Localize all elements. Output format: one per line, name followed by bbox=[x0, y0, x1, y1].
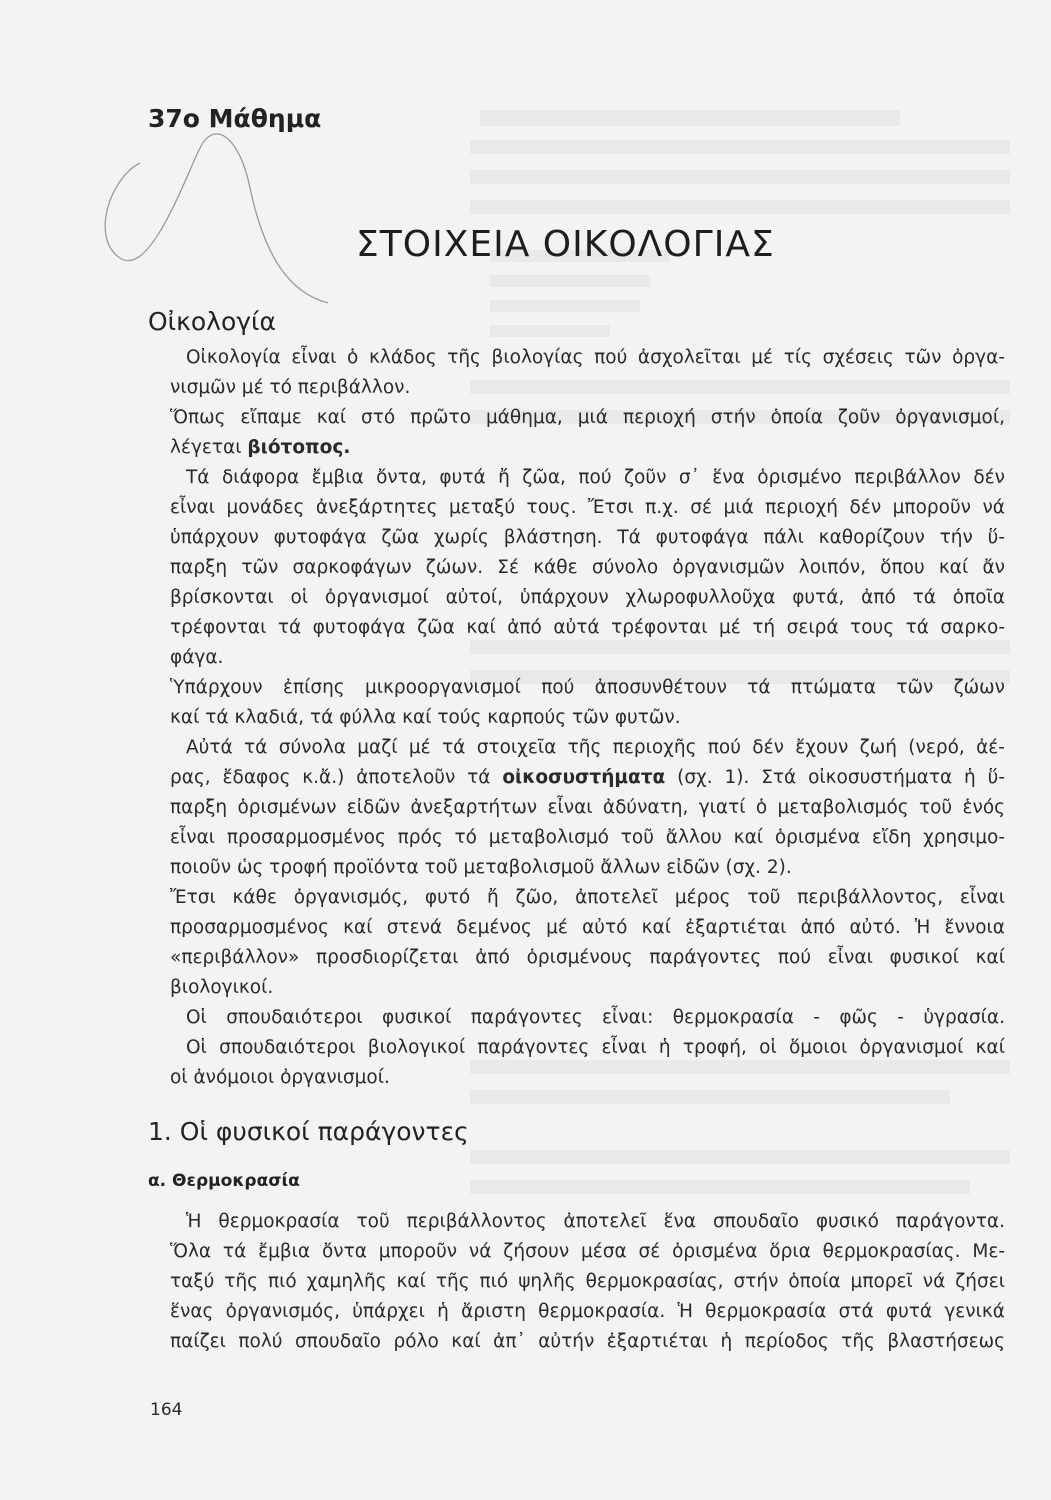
paragraph-line: παρξη τῶν σαρκοφάγων ζώων. Σέ κάθε σύνολο ὀργανισμῶν λοιπόν, ὅπου καί ἄν bbox=[170, 557, 1005, 578]
paragraph-line: Οἱ σπουδαιότεροι φυσικοί παράγοντες εἶναι: θερμοκρασία - φῶς - ὑγρασία. bbox=[186, 1007, 1005, 1028]
paragraph-line: προσαρμοσμένος καί στενά δεμένος μέ αὐτό καί ἐξαρτιέται ἀπό αὐτό. Ἡ ἔννοια bbox=[170, 917, 1005, 938]
lesson-number: 37ο Μάθημα bbox=[148, 104, 322, 133]
paragraph-line: Αὐτά τά σύνολα μαζί μέ τά στοιχεῖα τῆς περιοχῆς πού δέν ἔχουν ζωή (νερό, ἀέ- bbox=[186, 737, 1005, 758]
paragraph-line: Τά διάφορα ἔμβια ὄντα, φυτά ἤ ζῶα, πού ζοῦν σ᾿ ἕνα ὁρισμένο περιβάλλον δέν bbox=[186, 467, 1005, 488]
term-biotope: βιότοπος. bbox=[247, 437, 351, 458]
paragraph-line: ἕνας ὀργανισμός, ὑπάρχει ἡ ἄριστη θερμοκρασία. Ἡ θερμοκρασία στά φυτά γενικά bbox=[170, 1301, 1005, 1322]
paragraph-line: Ὅπως εἴπαμε καί στό πρῶτο μάθημα, μιά περιοχή στήν ὁποία ζοῦν ὀργανισμοί, bbox=[170, 407, 1005, 428]
paragraph-line: εἶναι μονάδες ἀνεξάρτητες μεταξύ τους. Ἔτσι π.χ. σέ μιά περιοχή δέν μποροῦν νά bbox=[170, 497, 1005, 518]
text-run: (σχ. 1). Στά οἰκοσυστήματα ἡ ὕ- bbox=[665, 767, 1005, 788]
paragraph-line: παρξη ὁρισμένων εἰδῶν ἀνεξαρτήτων εἶναι ἀδύνατη, γιατί ὁ μεταβολισμός τοῦ ἑνός bbox=[170, 797, 1005, 818]
paragraph-line bbox=[170, 763, 1005, 793]
paragraph-line: ὑπάρχουν φυτοφάγα ζῶα χωρίς βλάστηση. Τά φυτοφάγα πάλι καθορίζουν τήν ὕ- bbox=[170, 527, 1005, 548]
paragraph-line: Οἱ σπουδαιότεροι βιολογικοί παράγοντες εἶναι ἡ τροφή, οἱ ὅμοιοι ὀργανισμοί καί bbox=[186, 1037, 1005, 1058]
paragraph-line: Ἡ θερμοκρασία τοῦ περιβάλλοντος ἀποτελεῖ ἕνα σπουδαῖο φυσικό παράγοντα. bbox=[186, 1211, 1005, 1232]
paragraph-line: νισμῶν μέ τό περιβάλλον. bbox=[170, 377, 411, 398]
text-run: ρας, ἔδαφος κ.ἄ.) ἀποτελοῦν τά bbox=[170, 767, 503, 788]
paragraph-line: βιολογικοί. bbox=[170, 977, 274, 998]
paragraph-line: Ὅλα τά ἔμβια ὄντα μποροῦν νά ζήσουν μέσα σέ ὁρισμένα ὅρια θερμοκρασίας. Με- bbox=[170, 1241, 1005, 1262]
paragraph-line: παίζει πολύ σπουδαῖο ρόλο καί ἀπ᾿ αὐτήν ἐξαρτιέται ἡ περίοδος τῆς βλαστήσεως bbox=[170, 1331, 1005, 1352]
paragraph-line: εἶναι προσαρμοσμένος πρός τό μεταβολισμό τοῦ ἄλλου καί ὁρισμένα εἴδη χρησιμο- bbox=[170, 827, 1005, 848]
section-heading-physical-factors: 1. Οἱ φυσικοί παράγοντες bbox=[148, 1117, 469, 1146]
subsection-heading-temperature: α. Θερμοκρασία bbox=[148, 1171, 300, 1191]
paragraph-line: ποιοῦν ὡς τροφή προϊόντα τοῦ μεταβολισμοῦ ἄλλων εἰδῶν (σχ. 2). bbox=[170, 857, 792, 878]
paragraph-line: βρίσκονται οἱ ὀργανισμοί αὐτοί, ὑπάρχουν χλωροφυλλοῦχα φυτά, ἀπό τά ὁποῖα bbox=[170, 587, 1005, 608]
paragraph-line bbox=[170, 433, 1005, 463]
page-number: 164 bbox=[150, 1400, 183, 1420]
paragraph-line: «περιβάλλον» προσδιορίζεται ἀπό ὁρισμένους παράγοντες πού εἶναι φυσικοί καί bbox=[170, 947, 1005, 968]
paragraph-line: φάγα. bbox=[170, 647, 224, 668]
paragraph-line: Ἔτσι κάθε ὀργανισμός, φυτό ἤ ζῶο, ἀποτελεῖ μέρος τοῦ περιβάλλοντος, εἶναι bbox=[170, 887, 1005, 908]
paragraph-line: οἱ ἀνόμοιοι ὀργανισμοί. bbox=[170, 1067, 390, 1088]
section-heading-ecology: Οἰκολογία bbox=[148, 307, 276, 336]
text-run: λέγεται bbox=[170, 437, 248, 458]
paragraph-line: Οἰκολογία εἶναι ὁ κλάδος τῆς βιολογίας πού ἀσχολεῖται μέ τίς σχέσεις τῶν ὀργα- bbox=[186, 347, 1005, 368]
paragraph-line: ταξύ τῆς πιό χαμηλῆς καί τῆς πιό ψηλῆς θερμοκρασίας, στήν ὁποία μπορεῖ νά ζήσει bbox=[170, 1271, 1005, 1292]
paragraph-line: καί τά κλαδιά, τά φύλλα καί τούς καρπούς τῶν φυτῶν. bbox=[170, 707, 681, 728]
paragraph-line: τρέφονται τά φυτοφάγα ζῶα καί ἀπό αὐτά τρέφονται μέ τή σειρά τους τά σαρκο- bbox=[170, 617, 1005, 638]
paragraph-line: Ὑπάρχουν ἐπίσης μικροοργανισμοί πού ἀποσυνθέτουν τά πτώματα τῶν ζώων bbox=[170, 677, 1005, 698]
term-ecosystems: οἰκοσυστήματα bbox=[502, 767, 666, 788]
pencil-doodle-icon bbox=[90, 118, 330, 308]
page-title: ΣΤΟΙΧΕΙΑ ΟΙΚΟΛΟΓΙΑΣ bbox=[356, 224, 775, 265]
